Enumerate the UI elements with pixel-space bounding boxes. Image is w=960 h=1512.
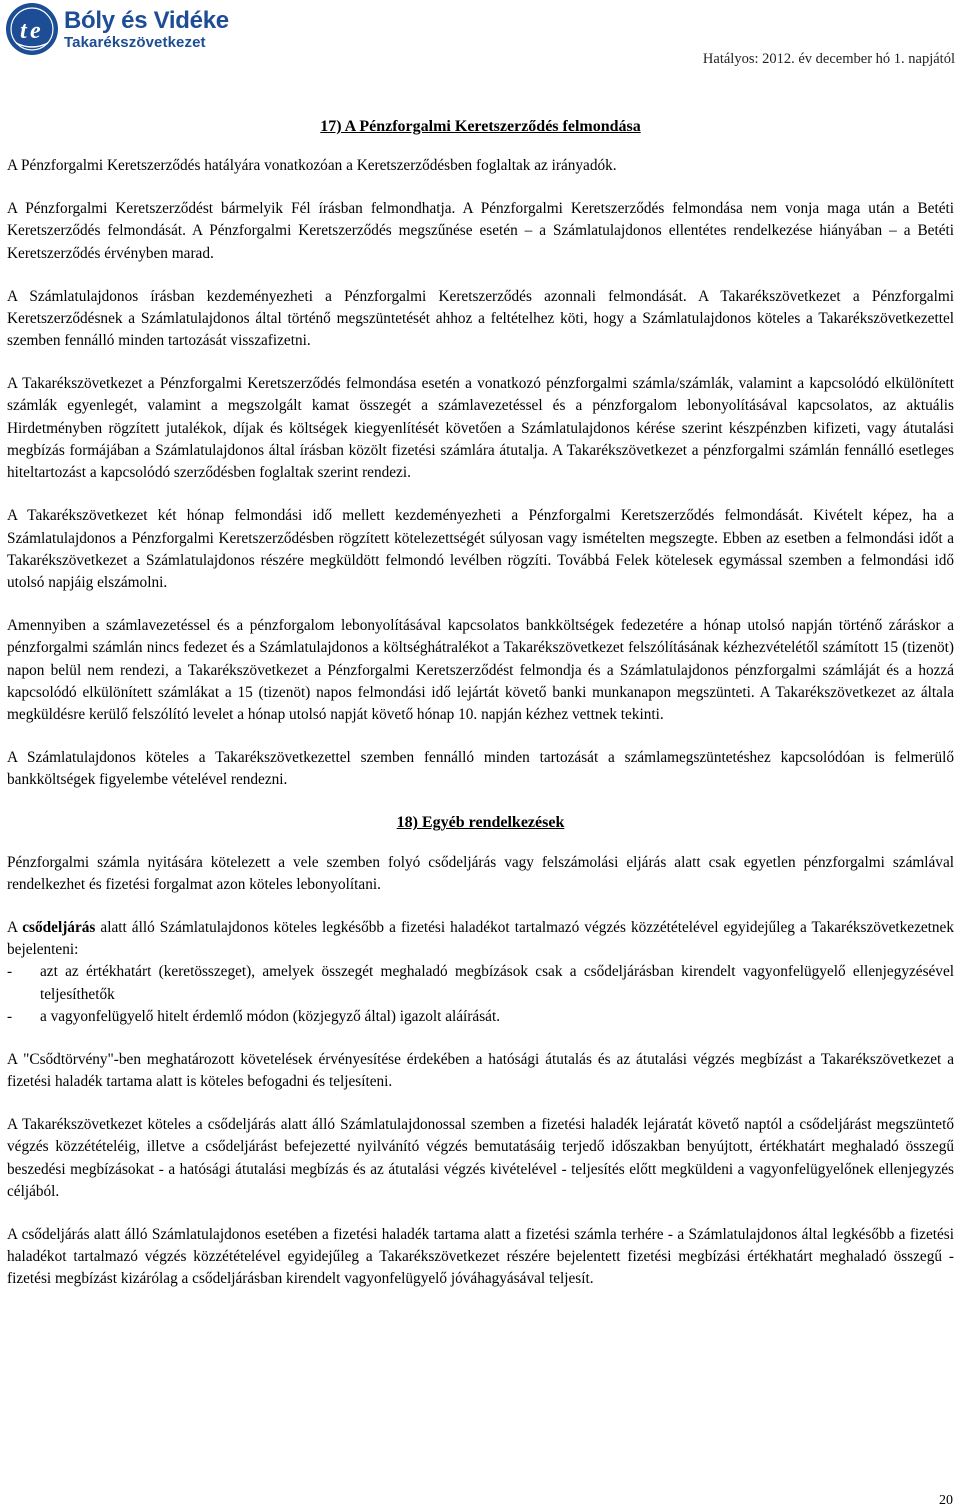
paragraph: A Pénzforgalmi Keretszerződés hatályára vonatkozóan a Keretszerződésben foglaltak az irányadók. (7, 157, 617, 175)
paragraph: Pénzforgalmi számla nyitására kötelezett a vele szemben folyó csődeljárás vagy felszámolási eljárás alatt csak egyetlen pénzforgalmi számlával rendelkezhet és fizetési forgalmat azon köteles lebonyolítani. (7, 853, 954, 893)
bold-term: csődeljárás (22, 918, 96, 936)
paragraph: A Takarékszövetkezet köteles a csődeljárás alatt álló Számlatulajdonossal szemben a fizetési haladék lejáratát követő naptól a csődeljárást megszüntető végzés közzétételéig, illetve a csődeljárást befejezetté nyilvánító végzés bemutatásáig terjedő időszakban benyújtott, értékhatárt meghaladó összegű beszedési megbízásokat - a hatósági átutalási megbízás és az átutalási végzés kivételével - teljesítés előtt megküldeni a vagyonfelügyelőnek ellenjegyzés céljából. (7, 1116, 954, 1200)
section-18-heading: 18) Egyéb rendelkezések (396, 814, 565, 832)
logo-title: Bóly és Vidéke (64, 6, 229, 34)
paragraph: A Takarékszövetkezet a Pénzforgalmi Keretszerződés felmondása esetén a vonatkozó pénzforgalmi számla/számlák, valamint a kapcsolódó elkülönített számlák egyenlegét, valamint a megszolgált kamat összegét a számlavezetéssel és a pénzforgalom lebonyolításával kapcsolatos, az aktuális Hirdetményben rögzített jutalékok, díjak és költségek kiegyenlítését követően a Számlatulajdonos kérése szerint készpénzben kifizeti, vagy átutalási megbízás formájában a Számlatulajdonos által írásban közölt fizetési számlára átutalja. A Takarékszövetkezet a pénzforgalmi számlán fennálló esetleges hiteltartozást a kapcsolódó szerződésben foglaltak szerint rendezi. (7, 375, 954, 482)
list-item-text: azt az értékhatárt (keretösszeget), amelyek összegét meghaladó megbízások csak a csődeljárásban kirendelt vagyonfelügyelő ellenjegyzésével teljesíthetők (40, 963, 954, 1003)
paragraph: A csődeljárás alatt álló Számlatulajdonos esetében a fizetési haladék tartama alatt a fizetési számla terhére - a Számlatulajdonos által legkésőbb a fizetési haladékot tartalmazó végzés közzétételével egyidejűleg a Takarékszövetkezet részére bejelentett fizetési megbízási értékhatárt meghaladó összegű - fizetési megbízást kizárólag a csődeljárásban kirendelt vagyonfelügyelő jóváhagyásával teljesít. (7, 1225, 954, 1288)
list-dash: - (7, 963, 13, 981)
document-body (7, 116, 954, 1311)
effective-date: Hatályos: 2012. év december hó 1. napjától (702, 51, 955, 67)
paragraph: A "Csődtörvény"-ben meghatározott követelések érvényesítése érdekében a hatósági átutalás és az átutalási végzés megbízást a Takarékszövetkezet a fizetési haladék tartama alatt is köteles befogadni és teljesíteni. (7, 1050, 954, 1091)
paragraph (7, 917, 954, 962)
list-item (7, 1006, 954, 1028)
logo-emblem-icon (6, 3, 58, 55)
paragraph: Amennyiben a számlavezetéssel és a pénzforgalom lebonyolításával kapcsolatos bankköltségek fedezetére a hónap utolsó napján történő záráskor a pénzforgalmi számlán nincs fedezet és a Számlatulajdonos a költséghátralékot a Takarékszövetkezet felszólításának kézhezvételétől számított 15 (tizenöt) napon belül nem rendezi, a Takarékszövetkezet a Pénzforgalmi Keretszerződést felmondja és a Számlatulajdonos pénzforgalmi számláját és a hozzá kapcsolódó elkülönített számlákat a 15 (tizenöt) napos felmondási idő lejártát követő banki munkanapon megszünteti. A Takarékszövetkezet az általa megküldésre kerülő felszólító levelet a hónap utolsó napját követő hónap 10. napján kézhez vettnek tekinti. (7, 617, 954, 724)
list-item (7, 961, 954, 1006)
logo-subtitle: Takarékszövetkezet (64, 33, 206, 51)
requirement-list (7, 961, 954, 1028)
page-header (0, 0, 960, 67)
paragraph: A Pénzforgalmi Keretszerződést bármelyik Fél írásban felmondhatja. A Pénzforgalmi Keretszerződés felmondása nem vonja maga után a Betéti Keretszerződés felmondását. A Pénzforgalmi Keretszerződés megszűnése esetén – a Számlatulajdonos ellentétes rendelkezése hiányában – a Betéti Keretszerződés érvényben marad. (7, 200, 954, 262)
svg-text:e: e (30, 18, 41, 44)
paragraph: A Számlatulajdonos írásban kezdeményezheti a Pénzforgalmi Keretszerződés azonnali felmondását. A Takarékszövetkezet a Pénzforgalmi Keretszerződésnek a Számlatulajdonos által történő megszüntetését ahhoz a feltételhez köti, hogy a Számlatulajdonos köteles a Takarékszövetkezettel szemben fennálló minden tartozását visszafizetni. (7, 287, 954, 350)
page-number: 20 (939, 1493, 953, 1508)
bank-logo (6, 3, 229, 55)
paragraph: A Számlatulajdonos köteles a Takarékszövetkezettel szemben fennálló minden tartozását a számlamegszüntetéshez kapcsolódóan is felmerülő bankköltségek figyelembe vételével rendezni. (7, 749, 954, 789)
paragraph: A Takarékszövetkezet két hónap felmondási idő mellett kezdeményezheti a Pénzforgalmi Keretszerződés felmondását. Kivételt képez, ha a Számlatulajdonos a Pénzforgalmi Keretszerződésben rögzített kötelezettségét súlyosan vagy ismételten megszegte. Ebben az esetben a felmondási időt a Takarékszövetkezet a Számlatulajdonos részére megküldött felmondó levélben rögzíti. Továbbá Felek kötelesek egymással szemben a felmondási idő utolsó napjáig elszámolni. (7, 507, 954, 592)
list-dash: - (7, 1007, 13, 1025)
list-item-text: a vagyonfelügyelő hitelt érdemlő módon (közjegyző által) igazolt aláírását. (40, 1007, 501, 1025)
text-span: A (7, 918, 23, 936)
section-17-heading: 17) A Pénzforgalmi Keretszerződés felmondása (320, 118, 641, 135)
svg-text:t: t (20, 18, 27, 44)
text-span: alatt álló Számlatulajdonos köteles legkésőbb a fizetési haladékot tartalmazó végzés közzétételével egyidejűleg a Takarékszövetkezetnek bejelenteni: (7, 918, 954, 959)
